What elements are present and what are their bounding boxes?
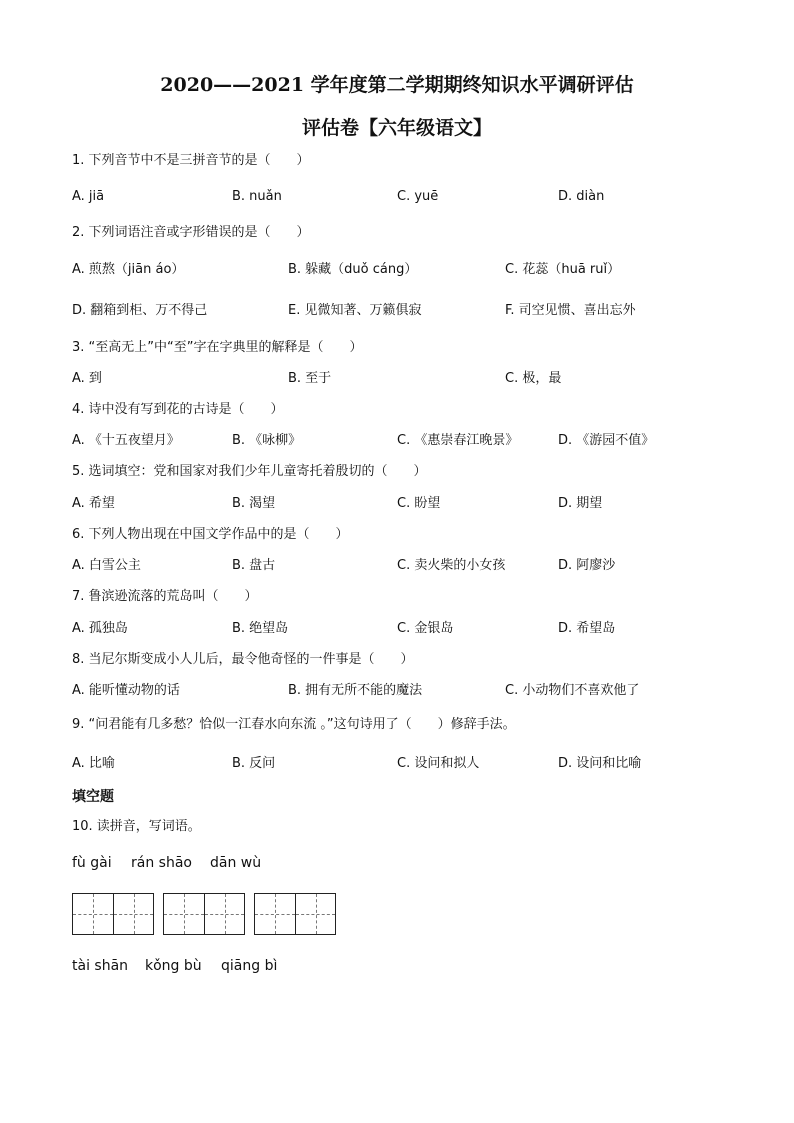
pinyin-label: fù gài	[72, 855, 112, 871]
question-4-option-a: A. 《十五夜望月》	[72, 433, 180, 448]
pinyin-label: qiāng bì	[221, 958, 278, 974]
question-5-option-b: B. 渴望	[232, 496, 276, 511]
question-4-option-c: C. 《惠崇春江晚景》	[397, 433, 519, 448]
question-6-option-b: B. 盘古	[232, 558, 276, 573]
question-1-option-c: C. yuē	[397, 189, 439, 204]
writing-cell[interactable]	[73, 894, 113, 934]
question-6-stem: 6. 下列人物出现在中国文学作品中的是（ ）	[72, 527, 349, 542]
question-8-stem: 8. 当尼尔斯变成小人儿后，最令他奇怪的一件事是（ ）	[72, 652, 414, 667]
question-7-option-b: B. 绝望岛	[232, 621, 289, 636]
pinyin-label: kǒng bù	[145, 958, 202, 974]
question-2-option-e: E. 见微知著、万籁俱寂	[288, 303, 422, 318]
question-5-option-a: A. 希望	[72, 496, 115, 511]
question-7-option-a: A. 孤独岛	[72, 621, 128, 636]
question-4-option-b: B. 《咏柳》	[232, 433, 302, 448]
question-2-option-d: D. 翻箱到柜、万不得己	[72, 303, 208, 318]
writing-cell[interactable]	[295, 894, 335, 934]
pinyin-label: rán shāo	[131, 855, 192, 871]
question-1-option-b: B. nuǎn	[232, 189, 282, 204]
question-1-option-d: D. diàn	[558, 189, 605, 204]
question-7-option-d: D. 希望岛	[558, 621, 616, 636]
question-7-option-c: C. 金银岛	[397, 621, 454, 636]
writing-cell[interactable]	[204, 894, 244, 934]
question-9-stem: 9. “问君能有几多愁？恰似一江春水向东流 。”这句诗用了（ ）修辞手法。	[72, 717, 516, 732]
writing-grid-2[interactable]	[163, 893, 245, 935]
question-3-stem: 3. “至高无上”中“至”字在字典里的解释是（ ）	[72, 340, 363, 355]
question-8-option-a: A. 能听懂动物的话	[72, 683, 180, 698]
pinyin-label: dān wù	[210, 855, 262, 871]
writing-cell[interactable]	[113, 894, 153, 934]
question-2-option-b: B. 躲藏（duǒ cáng）	[288, 262, 418, 277]
question-2-option-f: F. 司空见惯、喜出忘外	[505, 303, 636, 318]
question-1-option-a: A. jiā	[72, 189, 105, 204]
question-9-option-a: A. 比喻	[72, 756, 115, 771]
question-5-stem: 5. 选词填空：党和国家对我们少年儿童寄托着殷切的（ ）	[72, 464, 427, 479]
question-6-option-d: D. 阿廖沙	[558, 558, 616, 573]
question-8-option-c: C. 小动物们不喜欢他了	[505, 683, 640, 698]
question-4-option-d: D. 《游园不值》	[558, 433, 655, 448]
exam-subtitle: 评估卷【六年级语文】	[301, 117, 492, 139]
question-10-stem: 10. 读拼音，写词语。	[72, 819, 201, 834]
question-2-option-a: A. 煎熬（jiān áo）	[72, 262, 185, 277]
question-9-option-c: C. 设问和拟人	[397, 756, 480, 771]
pinyin-label: tài shān	[72, 958, 129, 974]
question-2-stem: 2. 下列词语注音或字形错误的是（ ）	[72, 225, 310, 240]
question-7-stem: 7. 鲁滨逊流落的荒岛叫（ ）	[72, 589, 258, 604]
exam-title: 2020——2021 学年度第二学期期终知识水平调研评估	[160, 74, 634, 96]
question-4-stem: 4. 诗中没有写到花的古诗是（ ）	[72, 402, 284, 417]
question-5-option-c: C. 盼望	[397, 496, 441, 511]
question-3-option-a: A. 到	[72, 371, 102, 386]
question-6-option-c: C. 卖火柴的小女孩	[397, 558, 506, 573]
question-2-option-c: C. 花蕊（huā ruǐ）	[505, 262, 621, 277]
writing-cell[interactable]	[164, 894, 204, 934]
section-heading-fill-blank: 填空题	[72, 789, 114, 805]
question-5-option-d: D. 期望	[558, 496, 603, 511]
question-6-option-a: A. 白雪公主	[72, 558, 141, 573]
question-3-option-c: C. 极，最	[505, 371, 562, 386]
writing-cell[interactable]	[255, 894, 295, 934]
writing-grid-3[interactable]	[254, 893, 336, 935]
question-9-option-b: B. 反问	[232, 756, 276, 771]
writing-grid-1[interactable]	[72, 893, 154, 935]
question-1-stem: 1. 下列音节中不是三拼音节的是（ ）	[72, 153, 310, 168]
question-8-option-b: B. 拥有无所不能的魔法	[288, 683, 423, 698]
question-9-option-d: D. 设问和比喻	[558, 756, 642, 771]
question-3-option-b: B. 至于	[288, 371, 332, 386]
